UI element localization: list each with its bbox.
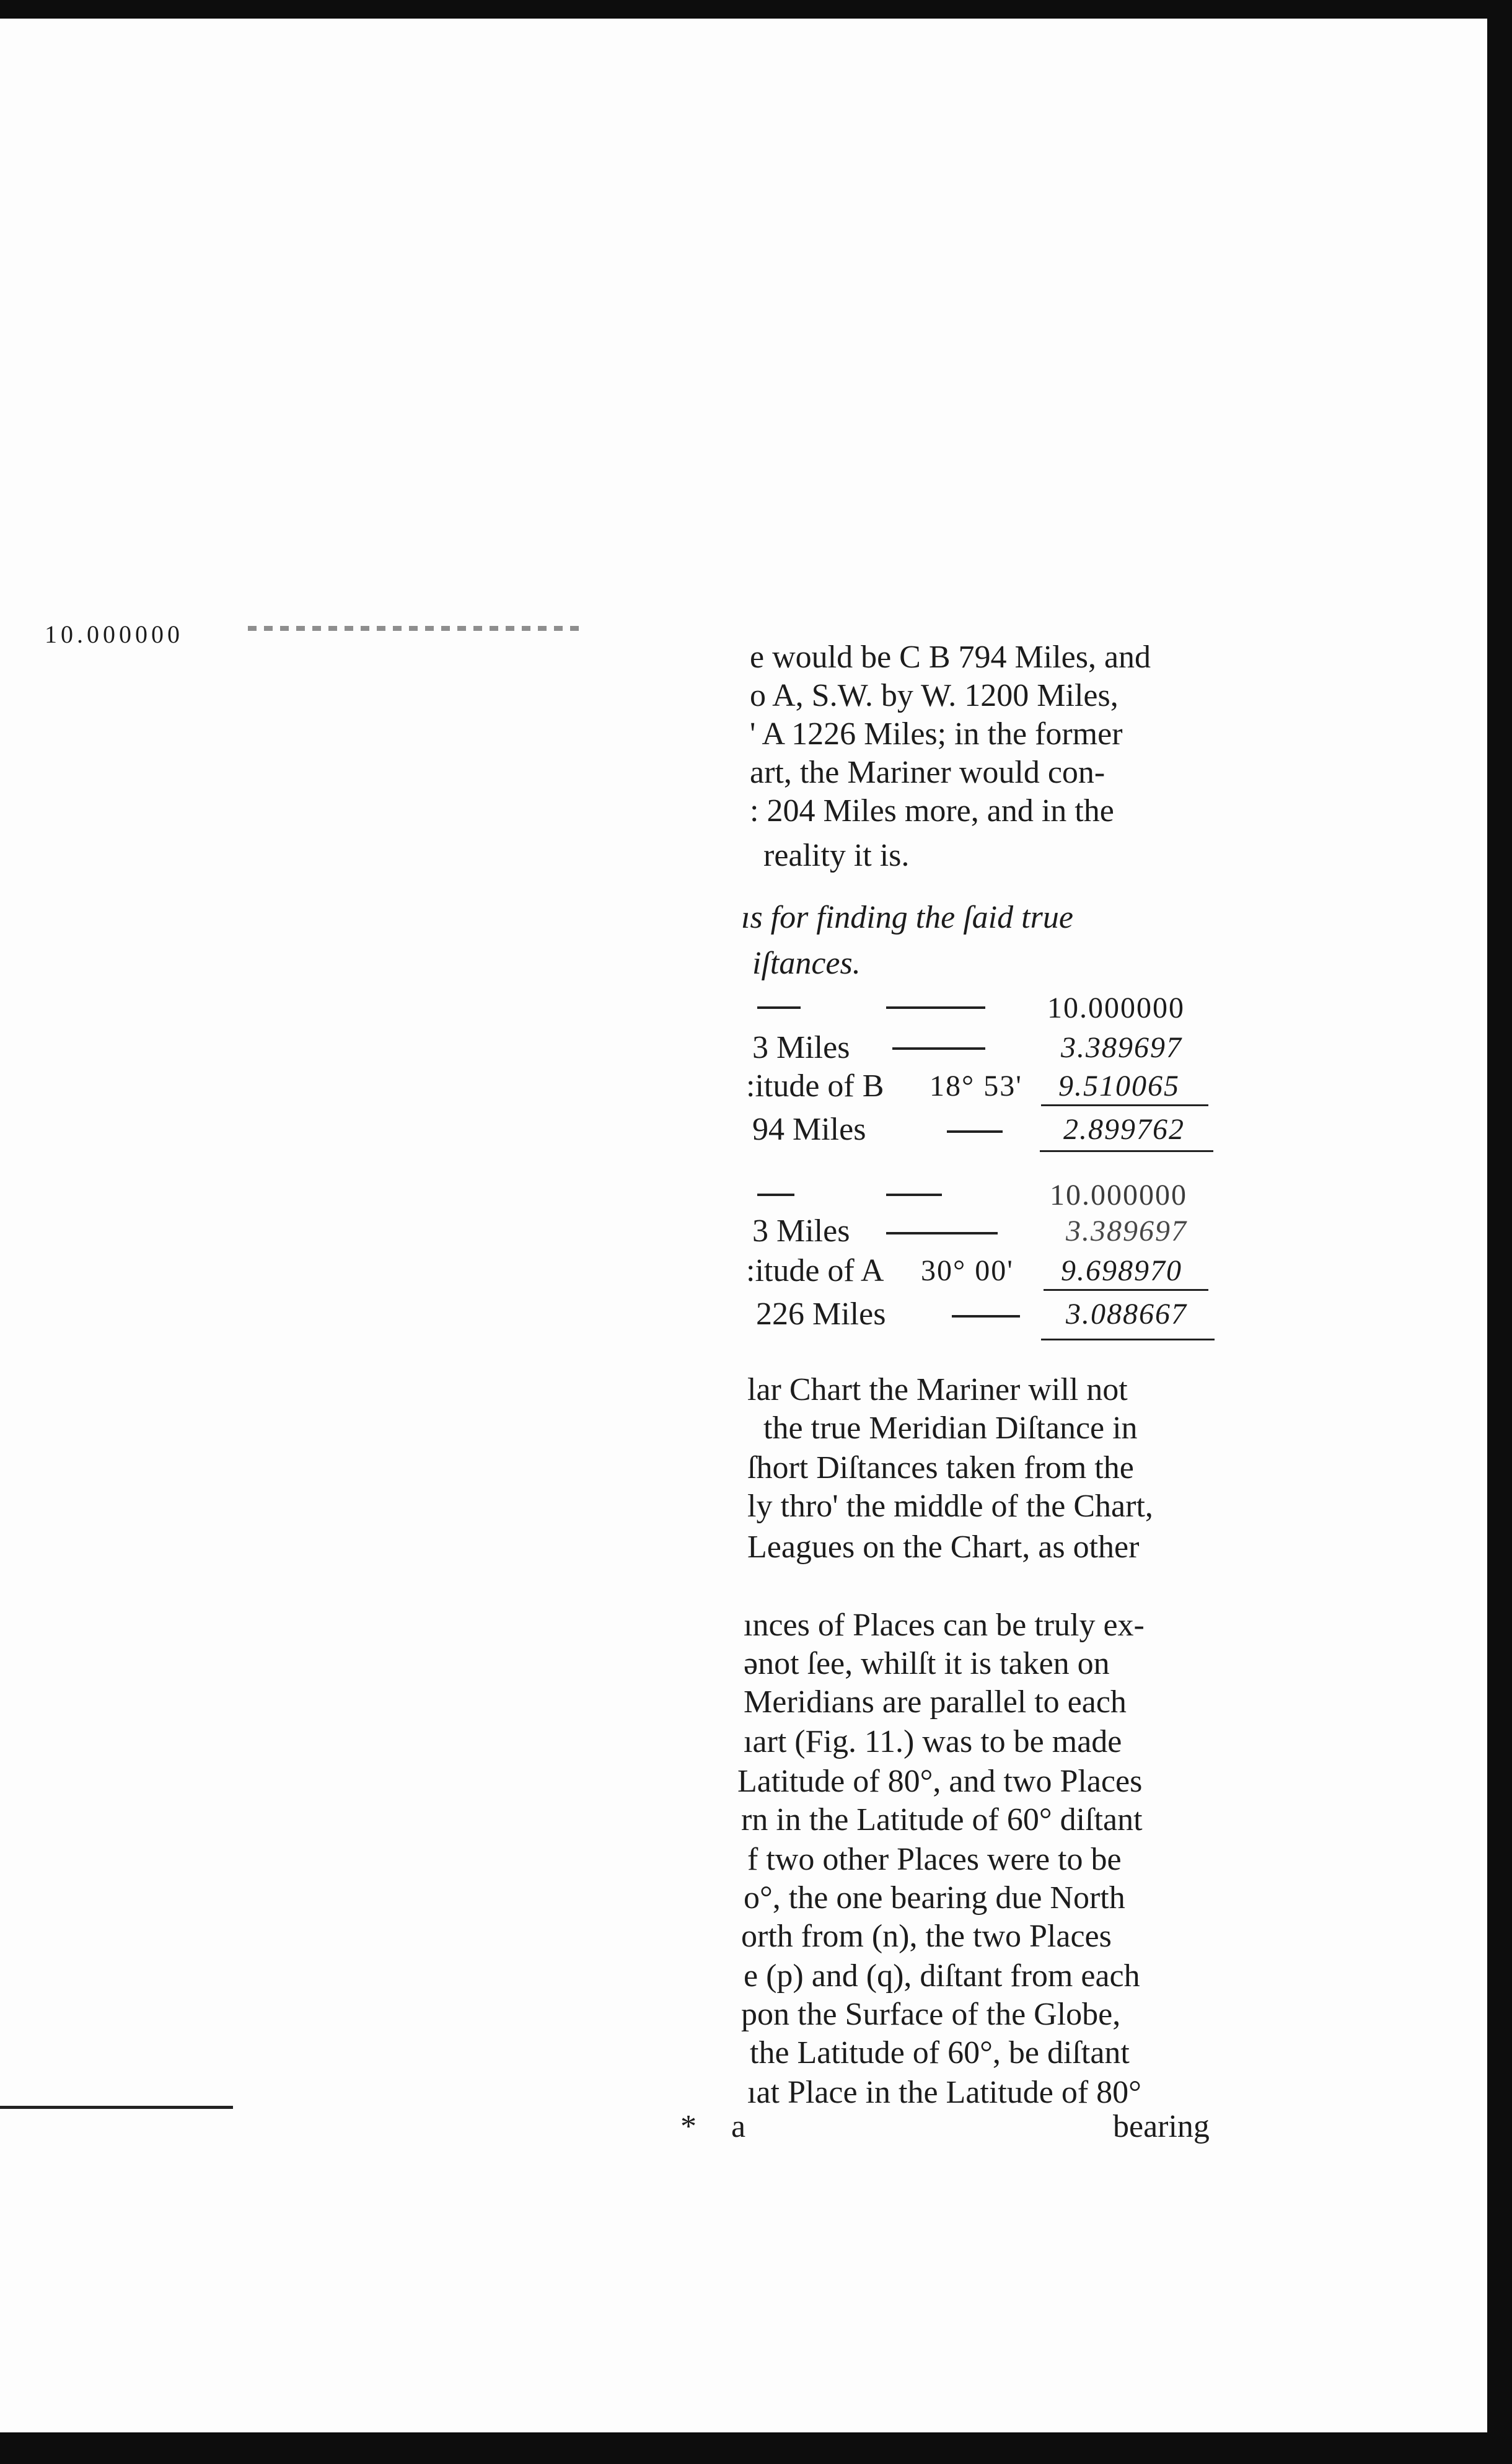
calc1-row2-angle: 18° 53' [930,1070,1022,1102]
heading-line-1: ıs for finding the ſaid true [741,900,1073,935]
paragraph3-line-2: ənot ſee, whilſt it is taken on [744,1646,1110,1681]
paragraph3-line-3: Meridians are parallel to each [744,1684,1127,1720]
footer-signature-mark: a [731,2109,746,2144]
calc2-row2-angle: 30° 00' [921,1254,1014,1287]
calc2-dash-b [886,1194,942,1196]
calc1-row3-underline [1040,1150,1213,1152]
paragraph3-line-8: o°, the one bearing due North [744,1880,1125,1916]
calc2-row3-label: 226 Miles [756,1296,886,1332]
book-page [0,19,1487,2432]
calc1-row3-label: 94 Miles [752,1112,866,1147]
calc1-dash-b [886,1006,985,1009]
left-column-number: 10.000000 [45,620,183,648]
paragraph3-line-11: pon the Surface of the Globe, [741,1997,1121,2032]
calc2-row1-label: 3 Miles [752,1213,850,1249]
paragraph3-line-12: the Latitude of 60°, be diſtant [750,2035,1130,2070]
calc2-row2-value: 9.698970 [1061,1254,1182,1287]
paragraph2-line-5: Leagues on the Chart, as other [747,1529,1140,1565]
calc2-row2-label: :itude of A [746,1253,884,1288]
paragraph1-line-4: art, the Mariner would con- [750,755,1105,790]
paragraph2-line-4: ly thro' the middle of the Chart, [747,1489,1153,1524]
calc2-row1-dash [886,1232,998,1234]
calc1-row3-value: 2.899762 [1063,1113,1185,1146]
paragraph2-line-2: the true Meridian Diſtance in [763,1410,1138,1446]
paragraph3-line-10: e (p) and (q), diſtant from each [744,1958,1140,1994]
paragraph3-line-7: f two other Places were to be [747,1842,1122,1877]
heading-line-2: iſtances. [752,946,861,981]
calc2-row3-dash [952,1315,1020,1318]
scan-border-bottom [0,2432,1512,2464]
paragraph3-line-5: Latitude of 80°, and two Places [737,1764,1143,1799]
calc1-row2-value: 9.510065 [1058,1070,1180,1102]
scan-border-top [0,0,1512,19]
calc1-radius-value: 10.000000 [1047,992,1185,1024]
footer-asterisk: * [680,2109,697,2144]
paragraph1-line-2: o A, S.W. by W. 1200 Miles, [750,678,1119,713]
calc1-row1-value: 3.389697 [1061,1031,1182,1064]
paragraph3-line-6: rn in the Latitude of 60° diſtant [741,1802,1143,1837]
footer-catchword: bearing [1113,2109,1210,2144]
left-column-rule [0,2106,233,2109]
calc2-row3-value: 3.088667 [1066,1298,1187,1331]
calc2-row2-underline [1044,1289,1208,1291]
calc1-dash-a [757,1006,801,1009]
calc1-row3-dash [947,1130,1003,1133]
left-column-faded-text [248,626,582,631]
paragraph1-line-5: : 204 Miles more, and in the [750,793,1114,829]
calc1-row1-label: 3 Miles [752,1030,850,1065]
calc1-row2-underline [1041,1104,1208,1106]
paragraph2-line-3: ſhort Diſtances taken from the [747,1450,1134,1485]
scan-border-right [1487,0,1512,2464]
paragraph3-line-4: ıart (Fig. 11.) was to be made [744,1724,1122,1759]
calc2-row3-underline [1041,1339,1215,1340]
paragraph1-line-1: e would be C B 794 Miles, and [750,640,1151,675]
paragraph2-line-1: lar Chart the Mariner will not [747,1372,1128,1407]
calc1-row1-dash [892,1047,985,1050]
calc2-dash-a [757,1194,794,1196]
paragraph1-line-6: reality it is. [763,838,910,873]
paragraph3-line-13: ıat Place in the Latitude of 80° [747,2075,1141,2110]
paragraph3-line-9: orth from (n), the two Places [741,1919,1112,1954]
calc1-row2-label: :itude of B [746,1068,884,1104]
calc2-row1-value: 3.389697 [1066,1215,1187,1247]
paragraph1-line-3: ' A 1226 Miles; in the former [750,716,1123,752]
paragraph3-line-1: ınces of Places can be truly ex- [744,1608,1145,1643]
calc2-radius-value: 10.000000 [1050,1179,1187,1212]
